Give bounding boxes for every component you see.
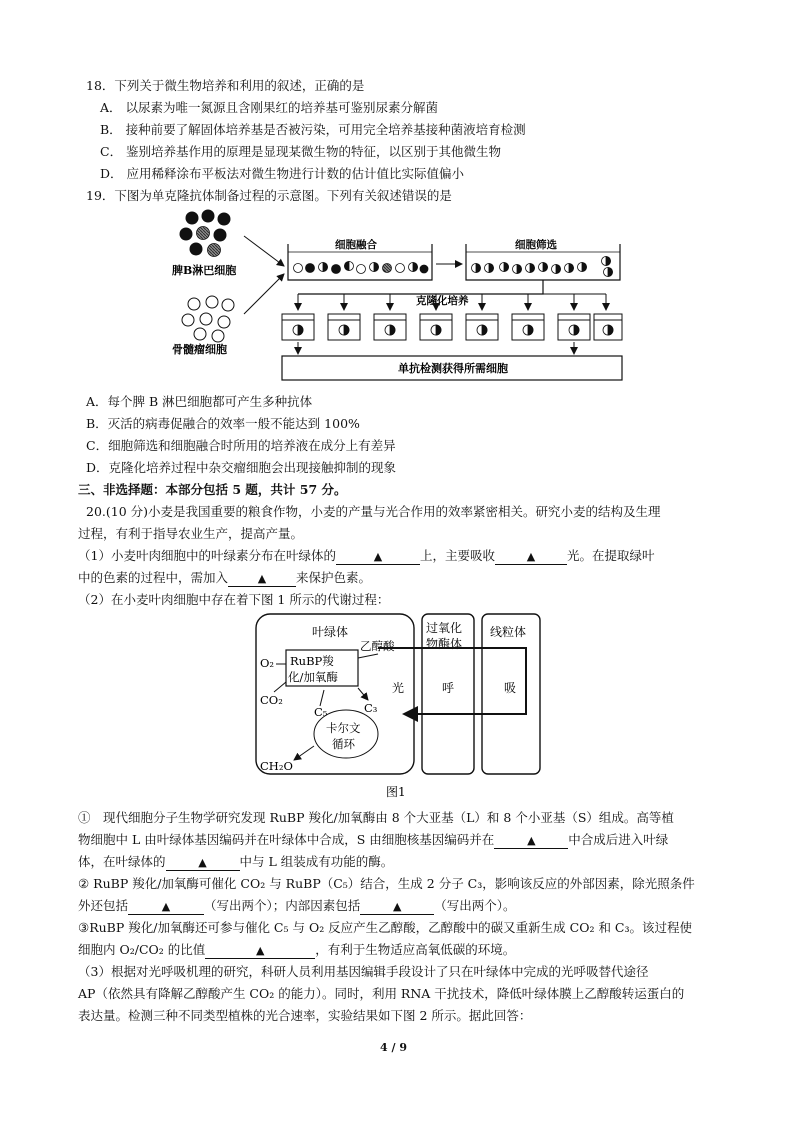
fusion-cells	[294, 262, 429, 274]
q20-part3-line3: 表达量。检测三种不同类型植株的光合速率，实验结果如下图 2 所示。据此回答：	[78, 1008, 532, 1023]
q19-option-b: B．灭活的病毒促融合的效率一般不能达到 100%	[86, 416, 360, 431]
q18-option-d: D． 应用稀释涂布平板法对微生物进行计数的估计值比实际值偏小	[100, 166, 464, 181]
page-number: 4 / 9	[380, 1041, 407, 1054]
o2-label: O₂	[260, 656, 275, 670]
fusion-label: 细胞融合	[335, 239, 377, 251]
well-cells	[293, 325, 613, 335]
mitochondria-label: 线粒体	[490, 625, 527, 639]
figure1-caption: 图1	[386, 785, 406, 799]
q20-part3-line1: （3）根据对光呼吸机理的研究，科研人员利用基因编辑手段设计了只在叶绿体中完成的光呼吸替代途径	[78, 964, 649, 979]
figure1-diagram	[254, 610, 544, 804]
q20-c3-line2: 细胞内 O₂/CO₂ 的比值 ▲ ，有利于生物适应高氧低碳的环境。	[78, 942, 516, 957]
q20-part2-intro: （2）在小麦叶肉细胞中存在着下图 1 所示的代谢过程：	[78, 592, 390, 607]
answer-blank[interactable]: ▲	[228, 571, 296, 587]
co2-label: CO₂	[260, 693, 283, 707]
c3-label: C₃	[364, 701, 378, 715]
answer-blank[interactable]: ▲	[205, 943, 315, 959]
answer-blank[interactable]: ▲	[495, 549, 567, 565]
q20-intro-line1: 20.(10 分)小麦是我国重要的粮食作物，小麦的产量与光合作用的效率紧密相关。研究小麦的结构及生理	[86, 504, 661, 519]
myeloma-label: 骨髓瘤细胞	[172, 343, 227, 356]
section-heading: 三、非选择题：本部分包括 5 题，共计 57 分。	[78, 482, 347, 497]
answer-blank[interactable]: ▲	[166, 855, 240, 871]
enzyme-label-1: RuBP羧	[290, 654, 334, 668]
calvin-label-1: 卡尔文	[326, 721, 361, 735]
clone-label: 克隆化培养	[416, 295, 469, 307]
answer-blank[interactable]: ▲	[494, 833, 568, 849]
q18-option-b: B． 接种前要了解固体培养基是否被污染，可用完全培养基接种菌液培育检测	[100, 122, 526, 137]
glycolate-label: 乙醇酸	[360, 639, 395, 653]
q19-stem: 19．下图为单克隆抗体制备过程的示意图。下列有关叙述错误的是	[86, 188, 452, 203]
q20-part1-line2: 中的色素的过程中，需加入 ▲ 来保护色素。	[78, 570, 372, 585]
q20-c1-line2: 物细胞中 L 由叶绿体基因编码并在叶绿体中合成，S 由细胞核基因编码并在 ▲ 中合成后进入叶绿	[78, 832, 669, 847]
screening-cells	[472, 257, 613, 277]
q20-intro-line2: 过程，有利于指导农业生产，提高产量。	[78, 526, 304, 541]
peroxisome-label-1: 过氧化	[426, 621, 463, 635]
q20-c2-line1: ② RuBP 羧化/加氧酶可催化 CO₂ 与 RuBP（C₅）结合，生成 2 分子 C₃，影响该反应的外部因素，除光照条件	[78, 876, 695, 891]
q18-option-c: C． 鉴别培养基作用的原理是显现某微生物的特征，以区别于其他微生物	[100, 144, 502, 159]
q19-option-d: D．克隆化培养过程中杂交瘤细胞会出现接触抑制的现象	[86, 460, 397, 475]
c5-label: C₅	[314, 705, 328, 719]
q18-stem: 18．下列关于微生物培养和利用的叙述，正确的是	[86, 78, 365, 93]
xi-label: 吸	[504, 681, 517, 695]
enzyme-label-2: 化/加氧酶	[288, 670, 338, 684]
q20-c1-line1: ① 现代细胞分子生物学研究发现 RuBP 羧化/加氧酶由 8 个大亚基（L）和 8 个小亚基（S）组成。高等植	[78, 810, 674, 825]
screening-label: 细胞筛选	[515, 239, 557, 251]
guang-label: 光	[392, 681, 405, 695]
peroxisome-label-2: 物酶体	[426, 637, 463, 651]
q20-c3-line1: ③RuBP 羧化/加氧酶还可参与催化 C₅ 与 O₂ 反应产生乙醇酸，乙醇酸中的碳又重新生成 CO₂ 和 C₃。该过程使	[78, 920, 692, 935]
q20-c2-line2: 外还包括 ▲ （写出两个）；内部因素包括 ▲ （写出两个）。	[78, 898, 516, 913]
answer-blank[interactable]: ▲	[128, 899, 204, 915]
calvin-label-2: 循环	[332, 737, 355, 751]
q20-c1-line3: 体，在叶绿体的 ▲ 中与 L 组装成有功能的酶。	[78, 854, 394, 869]
b-lymphocyte-cells	[180, 210, 231, 257]
q19-option-a: A．每个脾 B 淋巴细胞都可产生多种抗体	[86, 394, 313, 409]
answer-blank[interactable]: ▲	[336, 549, 420, 565]
monoclonal-antibody-diagram	[170, 206, 630, 386]
chloroplast-label: 叶绿体	[312, 625, 349, 639]
q20-part1-line1: （1）小麦叶肉细胞中的叶绿素分布在叶绿体的 ▲ 上，主要吸收 ▲ 光。在提取绿叶	[78, 548, 655, 563]
hu-label: 呼	[442, 681, 455, 695]
myeloma-cells	[182, 296, 234, 342]
q20-part3-line2: AP（依然具有降解乙醇酸产生 CO₂ 的能力）。同时，利用 RNA 干扰技术，降低叶绿体膜上乙醇酸转运蛋白的	[78, 986, 685, 1001]
detect-label: 单抗检测获得所需细胞	[398, 362, 508, 375]
q19-option-c: C．细胞筛选和细胞融合时所用的培养液在成分上有差异	[86, 438, 396, 453]
b-cell-label: 脾B淋巴细胞	[172, 264, 237, 277]
ch2o-label: CH₂O	[260, 759, 293, 773]
answer-blank[interactable]: ▲	[360, 899, 434, 915]
q18-option-a: A． 以尿素为唯一氮源且含刚果红的培养基可鉴别尿素分解菌	[100, 100, 439, 115]
